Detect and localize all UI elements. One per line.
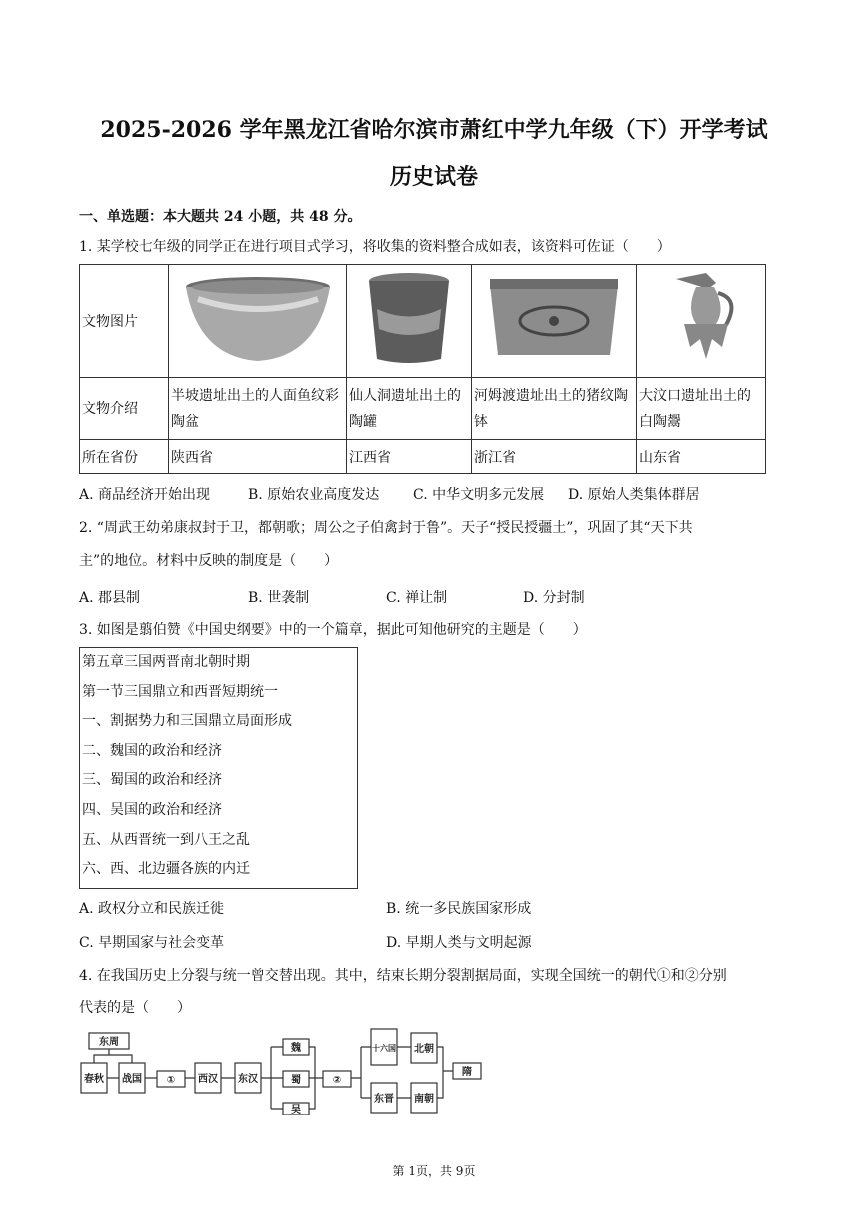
exam-subtitle: 历史试卷 <box>389 164 478 190</box>
node-wei: 魏 <box>291 1043 301 1054</box>
province-cell: 江西省 <box>347 440 472 474</box>
node-zhanguo: 战国 <box>122 1074 142 1085</box>
painted-basin-image <box>178 269 338 369</box>
toc-line: 五、从西晋统一到八王之乱 <box>82 831 250 848</box>
book-contents-box <box>79 647 358 889</box>
q1-option-c[interactable]: C. 中华文明多元发展 <box>413 487 545 503</box>
q2-option-a[interactable]: A. 郡县制 <box>79 590 141 606</box>
toc-line: 四、吴国的政治和经济 <box>82 801 222 818</box>
province-cell: 浙江省 <box>472 440 637 474</box>
relic-image-jar <box>347 265 472 378</box>
relic-image-pig-bowl <box>472 265 637 378</box>
q3-option-c[interactable]: C. 早期国家与社会变革 <box>79 935 225 951</box>
toc-line: 二、魏国的政治和经济 <box>82 742 222 759</box>
node-chunqiu: 春秋 <box>84 1074 104 1085</box>
node-shiliuguo: 十六国 <box>372 1044 396 1053</box>
q1-option-b[interactable]: B. 原始农业高度发达 <box>248 487 380 503</box>
row-label-intro: 文物介绍 <box>80 378 169 440</box>
white-pottery-gui-image <box>656 269 746 369</box>
q2-option-c[interactable]: C. 禅让制 <box>386 590 448 606</box>
question-4-stem-line1: 4. 在我国历史上分裂与统一曾交替出现。其中，结束长期分裂割据局面，实现全国统一的朝代①和②分别 <box>79 968 727 984</box>
q1-option-d[interactable]: D. 原始人类集体群居 <box>568 487 700 503</box>
row-label-province: 所在省份 <box>80 440 169 474</box>
q3-option-b[interactable]: B. 统一多民族国家形成 <box>386 901 532 917</box>
relic-image-bowl <box>169 265 347 378</box>
question-3-stem: 3. 如图是翦伯赞《中国史纲要》中的一个篇章，据此可知他研究的主题是（ ） <box>79 622 587 638</box>
node-nanchao: 南朝 <box>414 1094 434 1105</box>
relic-table <box>79 264 766 474</box>
toc-line: 六、西、北边疆各族的内迁 <box>82 861 250 878</box>
page-number: 第 1页，共 9页 <box>392 1164 476 1178</box>
province-cell: 陕西省 <box>169 440 347 474</box>
dynasty-flow-diagram <box>79 1025 489 1115</box>
toc-line: 三、蜀国的政治和经济 <box>82 772 222 789</box>
node-wu: 吴 <box>291 1105 301 1115</box>
node-xihan: 西汉 <box>198 1074 218 1085</box>
pottery-jar-image <box>359 269 459 369</box>
province-cell: 山东省 <box>637 440 766 474</box>
toc-line: 一、割据势力和三国鼎立局面形成 <box>82 713 292 730</box>
toc-line: 第一节三国鼎立和西晋短期统一 <box>82 683 278 700</box>
intro-cell: 大汶口遗址出土的白陶鬶 <box>637 378 766 440</box>
node-dongzhou: 东周 <box>99 1037 119 1048</box>
exam-title: 2025-2026 学年黑龙江省哈尔滨市萧红中学九年级（下）开学考试 <box>100 117 768 143</box>
question-2-stem-line1: 2. “周武王幼弟康叔封于卫，都朝歌；周公之子伯禽封于鲁”。天子“授民授疆土”，巩固了其“天下共 <box>79 520 693 536</box>
section-heading: 一、单选题：本大题共 24 小题，共 48 分。 <box>79 209 362 225</box>
q1-option-a[interactable]: A. 商品经济开始出现 <box>79 487 211 503</box>
node-blank-2: ② <box>332 1075 342 1086</box>
node-dongjin: 东晋 <box>374 1094 394 1105</box>
question-1-stem: 1. 某学校七年级的同学正在进行项目式学习，将收集的资料整合成如表，该资料可佐证（ ） <box>79 239 671 255</box>
node-shu: 蜀 <box>291 1075 301 1086</box>
q3-option-d[interactable]: D. 早期人类与文明起源 <box>386 935 532 951</box>
toc-line: 第五章三国两晋南北朝时期 <box>82 654 250 670</box>
q3-option-a[interactable]: A. 政权分立和民族迁徙 <box>79 901 225 917</box>
relic-image-gui <box>637 265 766 378</box>
node-beichao: 北朝 <box>414 1044 434 1055</box>
node-donghan: 东汉 <box>238 1074 258 1085</box>
pig-pattern-bowl-image <box>484 271 624 367</box>
intro-cell: 仙人洞遗址出土的陶罐 <box>347 378 472 440</box>
intro-cell: 半坡遗址出土的人面鱼纹彩陶盆 <box>169 378 347 440</box>
row-label-image: 文物图片 <box>80 265 169 378</box>
node-blank-1: ① <box>166 1075 176 1086</box>
question-4-stem-line2: 代表的是（ ） <box>79 1000 191 1016</box>
question-2-stem-line2: 主”的地位。材料中反映的制度是（ ） <box>79 553 339 569</box>
intro-cell: 河姆渡遗址出土的猪纹陶钵 <box>472 378 637 440</box>
node-sui: 隋 <box>462 1067 472 1078</box>
q2-option-b[interactable]: B. 世袭制 <box>248 590 310 606</box>
q2-option-d[interactable]: D. 分封制 <box>523 590 585 606</box>
